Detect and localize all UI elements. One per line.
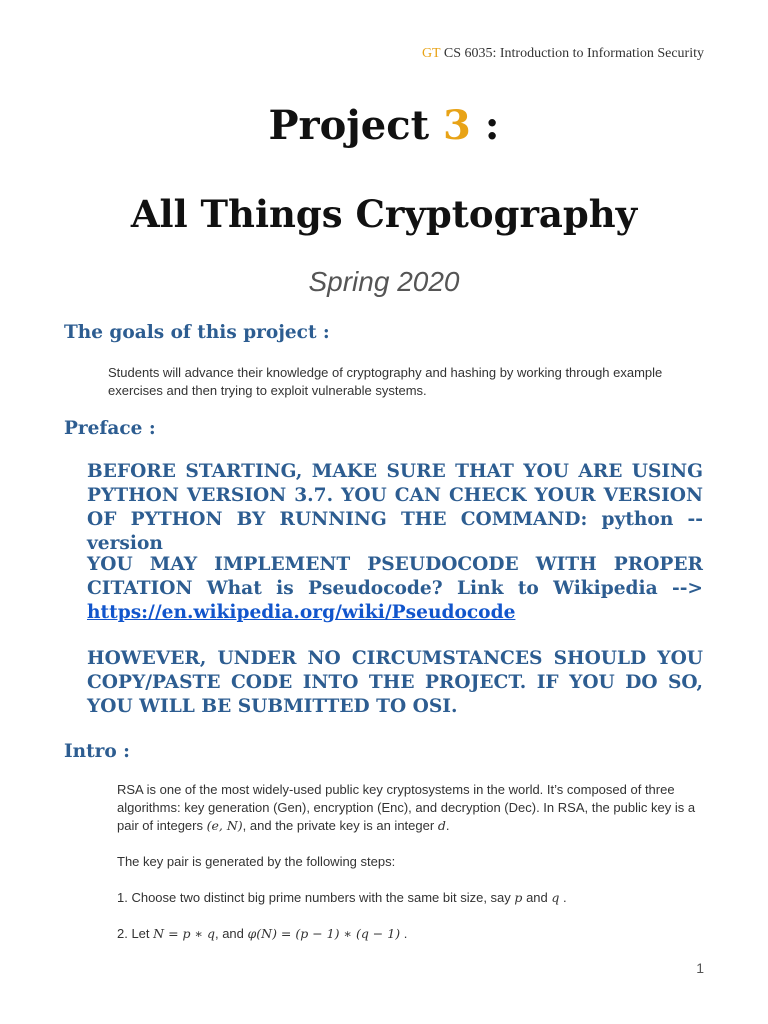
step-1-end: . [563,890,567,905]
step-1-and: and [526,890,548,905]
wikipedia-link[interactable]: https://en.wikipedia.org/wiki/Pseudocode [87,602,516,623]
intro-rsa-text-2: , and the private key is an integer [242,818,435,833]
step-1-p: p [514,890,523,905]
document-title: All Things Cryptography [130,192,638,236]
intro-heading: Intro : [64,741,131,762]
goals-heading: The goals of this project : [64,322,330,343]
step-2-phi: φ(N) = (p − 1) ∗ (q − 1) [247,926,401,941]
step-2-and: , and [214,926,244,941]
project-word: Project [268,102,430,149]
private-key-math: d [437,818,446,833]
intro-rsa-paragraph [117,781,717,835]
page-number: 1 [696,960,704,976]
intro-body [117,781,717,943]
step-1-text: 1. Choose two distinct big prime numbers with the same bit size, say [117,890,511,905]
page-header [422,46,704,62]
project-number: 3 [442,102,471,149]
step-2-n: N = p ∗ q [153,926,215,941]
intro-rsa-end: . [445,818,450,833]
header-gt: GT [421,46,441,61]
preface-pseudocode [87,553,703,625]
step-2-end: . [403,926,408,941]
header-course: CS 6035: Introduction to Information Security [443,46,704,61]
project-title [0,102,768,149]
public-key-math: (e, N) [206,818,243,833]
step-2-text: 2. Let [117,926,150,941]
key-pair-steps-intro: The key pair is generated by the following steps: [117,854,396,869]
pseudocode-text: YOU MAY IMPLEMENT PSEUDOCODE WITH PROPER CITATION What is Pseudocode? Link to Wikipedia --> [87,554,703,599]
step-1 [117,889,717,907]
term-subtitle: Spring 2020 [308,266,460,297]
step-1-q: q [551,890,560,905]
preface-warning: HOWEVER, UNDER NO CIRCUMSTANCES SHOULD YOU COPY/PASTE CODE INTO THE PROJECT. IF YOU DO SO, YOU WILL BE SUBMITTED TO OSI. [87,648,703,717]
goals-text: Students will advance their knowledge of cryptography and hashing by working through example exercises and then trying to exploit vulnerable systems. [108,365,663,398]
step-2 [117,925,717,943]
intro-rsa-text: RSA is one of the most widely-used public key cryptosystems in the world. It’s composed of three algorithms: key generation (Gen), encryption (Enc), and decryption (Dec). In RSA, the public key is a pair of integers [117,782,696,833]
preface-python-version: BEFORE STARTING, MAKE SURE THAT YOU ARE USING PYTHON VERSION 3.7. YOU CAN CHECK YOUR VERSION OF PYTHON BY RUNNING THE COMMAND: python --version [87,461,703,554]
preface-heading: Preface : [64,418,156,439]
project-colon: : [484,102,500,149]
